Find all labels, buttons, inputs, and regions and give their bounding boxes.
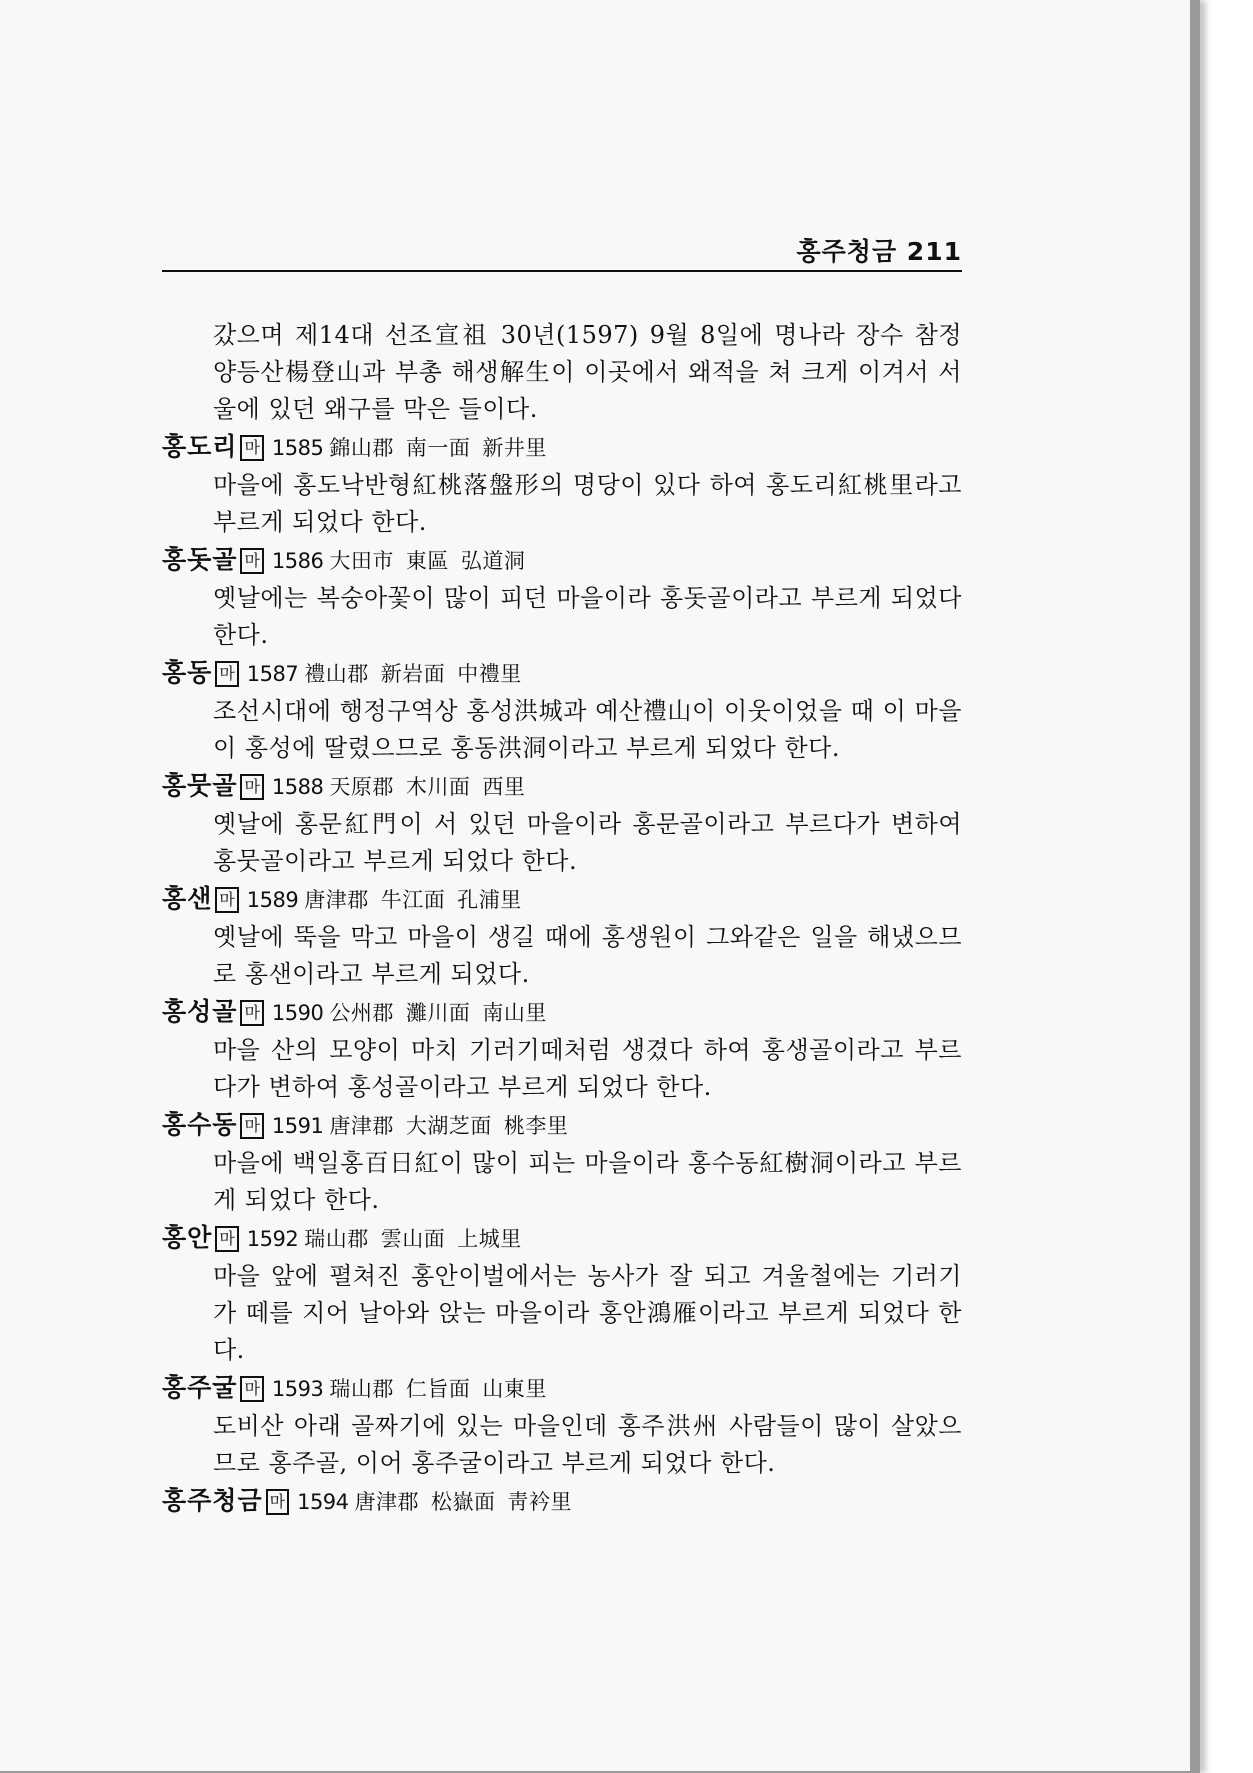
entry-location-part: 錦山郡 bbox=[329, 436, 394, 460]
entry-number: 1589 bbox=[246, 888, 299, 912]
entry-location bbox=[329, 775, 537, 799]
entry-location bbox=[329, 1114, 580, 1138]
entry-location-part: 靑衿里 bbox=[507, 1490, 573, 1514]
entry-location-part: 瑞山郡 bbox=[329, 1377, 394, 1401]
entry-category-tag: 마 bbox=[266, 1489, 289, 1515]
entry-heading bbox=[162, 1482, 962, 1521]
entry-location-part: 仁旨面 bbox=[405, 1377, 471, 1401]
entry-heading bbox=[162, 880, 962, 919]
entry-number: 1593 bbox=[271, 1377, 324, 1401]
entry-location bbox=[329, 436, 559, 460]
entry-description: 옛날에 홍문紅門이 서 있던 마을이라 홍문골이라고 부르다가 변하여 홍뭇골이라고 부르게 되었다 한다. bbox=[213, 810, 962, 875]
entry-location bbox=[355, 1490, 585, 1514]
entry-number: 1585 bbox=[271, 436, 324, 460]
entry-description: 옛날에 뚝을 막고 마을이 생길 때에 홍생원이 그와같은 일을 해냈으므로 홍샌이라고 부르게 되었다. bbox=[213, 923, 962, 988]
entry-location-part: 西里 bbox=[482, 775, 526, 799]
entry-category-tag: 마 bbox=[240, 1000, 263, 1026]
running-title: 홍주청금 211 bbox=[796, 237, 962, 266]
opening-paragraph: 갔으며 제14대 선조宣祖 30년(1597) 9월 8일에 명나라 장수 참정 양등산楊登山과 부총 해생解生이 이곳에서 왜적을 쳐 크게 이겨서 서울에 있던 왜구를 막은 들이다. bbox=[213, 321, 962, 423]
entry-location-part: 山東里 bbox=[482, 1377, 547, 1401]
entry-category-tag: 마 bbox=[215, 661, 238, 687]
entry-location-part: 新岩面 bbox=[380, 662, 446, 686]
entry-location-part: 大湖芝面 bbox=[405, 1114, 492, 1138]
entry-location-part: 唐津郡 bbox=[304, 888, 369, 912]
entry-location-part: 瑞山郡 bbox=[304, 1227, 369, 1251]
entry-category-tag: 마 bbox=[240, 774, 263, 800]
entry-description: 옛날에는 복숭아꽃이 많이 피던 마을이라 홍돗골이라고 부르게 되었다 한다. bbox=[213, 584, 962, 649]
entry-term: 홍동 bbox=[162, 658, 213, 687]
entry-description: 마을에 홍도낙반형紅桃落盤形의 명당이 있다 하여 홍도리紅桃里라고 부르게 되었다 한다. bbox=[213, 471, 962, 536]
entry-term: 홍뭇골 bbox=[162, 771, 238, 800]
entry-location-part: 東區 bbox=[405, 549, 449, 573]
entry-location-part: 新井里 bbox=[482, 436, 547, 460]
entry-location-part: 木川面 bbox=[405, 775, 471, 799]
entry-term: 홍안 bbox=[162, 1223, 213, 1252]
entry-category-tag: 마 bbox=[215, 1226, 238, 1252]
entry-category-tag: 마 bbox=[215, 887, 238, 913]
entry-location-part: 天原郡 bbox=[329, 775, 394, 799]
entry-heading bbox=[162, 993, 962, 1032]
entry-list bbox=[162, 428, 962, 1521]
entry-location bbox=[329, 1001, 559, 1025]
entry-heading bbox=[162, 1219, 962, 1258]
entry-location-part: 弘道洞 bbox=[460, 549, 526, 573]
entry-location bbox=[329, 1377, 559, 1401]
entry-location bbox=[304, 1227, 534, 1251]
entry-number: 1588 bbox=[271, 775, 324, 799]
entry-location-part: 唐津郡 bbox=[329, 1114, 394, 1138]
entry-category-tag: 마 bbox=[240, 435, 263, 461]
entry-description: 조선시대에 행정구역상 홍성洪城과 예산禮山이 이웃이었을 때 이 마을이 홍성에 딸렸으므로 홍동洪洞이라고 부르게 되었다 한다. bbox=[213, 697, 962, 762]
entry-location-part: 桃李里 bbox=[503, 1114, 569, 1138]
entry-location bbox=[304, 888, 534, 912]
entry-heading bbox=[162, 428, 962, 467]
entry-category-tag: 마 bbox=[240, 1113, 263, 1139]
entry-number: 1586 bbox=[271, 549, 324, 573]
entry-category-tag: 마 bbox=[240, 548, 263, 574]
running-header bbox=[162, 230, 962, 272]
entry-description: 마을에 백일홍百日紅이 많이 피는 마을이라 홍수동紅樹洞이라고 부르게 되었다 한다. bbox=[213, 1149, 962, 1214]
entry-description: 도비산 아래 골짜기에 있는 마을인데 홍주洪州 사람들이 많이 살았으므로 홍주골, 이어 홍주굴이라고 부르게 되었다 한다. bbox=[213, 1412, 962, 1477]
entry-location-part: 唐津郡 bbox=[354, 1490, 420, 1514]
entry-location-part: 牛江面 bbox=[380, 888, 446, 912]
entry-location bbox=[329, 549, 537, 573]
entry-location-part: 孔浦里 bbox=[457, 888, 522, 912]
dictionary-body bbox=[162, 317, 962, 1521]
entry-number: 1587 bbox=[246, 662, 299, 686]
entry-heading bbox=[162, 767, 962, 806]
entry-number: 1594 bbox=[297, 1490, 349, 1514]
entry-description: 마을 산의 모양이 마치 기러기떼처럼 생겼다 하여 홍생골이라고 부르다가 변하여 홍성골이라고 부르게 되었다 한다. bbox=[213, 1036, 962, 1101]
entry-location-part: 禮山郡 bbox=[304, 662, 369, 686]
entry-term: 홍샌 bbox=[162, 884, 213, 913]
entry-location bbox=[304, 662, 534, 686]
entry-term: 홍주청금 bbox=[162, 1486, 263, 1515]
entry-location-part: 大田市 bbox=[329, 549, 394, 573]
entry-location-part: 松嶽面 bbox=[431, 1490, 496, 1514]
entry-term: 홍성골 bbox=[162, 997, 238, 1026]
entry-term: 홍돗골 bbox=[162, 545, 238, 574]
entry-heading bbox=[162, 541, 962, 580]
entry-term: 홍주굴 bbox=[162, 1373, 238, 1402]
entry-heading bbox=[162, 1106, 962, 1145]
entry-location-part: 公州郡 bbox=[329, 1001, 394, 1025]
entry-location-part: 雲山面 bbox=[380, 1227, 446, 1251]
entry-location-part: 灘川面 bbox=[405, 1001, 471, 1025]
entry-category-tag: 마 bbox=[240, 1376, 263, 1402]
entry-location-part: 南一面 bbox=[405, 436, 471, 460]
entry-location-part: 上城里 bbox=[457, 1227, 522, 1251]
entry-location-part: 南山里 bbox=[482, 1001, 547, 1025]
entry-heading bbox=[162, 1369, 962, 1408]
entry-location-part: 中禮里 bbox=[457, 662, 522, 686]
entry-heading bbox=[162, 654, 962, 693]
entry-number: 1592 bbox=[246, 1227, 299, 1251]
entry-term: 홍도리 bbox=[162, 432, 238, 461]
entry-number: 1591 bbox=[271, 1114, 324, 1138]
entry-term: 홍수동 bbox=[162, 1110, 238, 1139]
entry-description: 마을 앞에 펼쳐진 홍안이벌에서는 농사가 잘 되고 겨울철에는 기러기가 떼를 지어 날아와 앉는 마을이라 홍안鴻雁이라고 부르게 되었다 한다. bbox=[213, 1262, 962, 1364]
entry-number: 1590 bbox=[271, 1001, 324, 1025]
